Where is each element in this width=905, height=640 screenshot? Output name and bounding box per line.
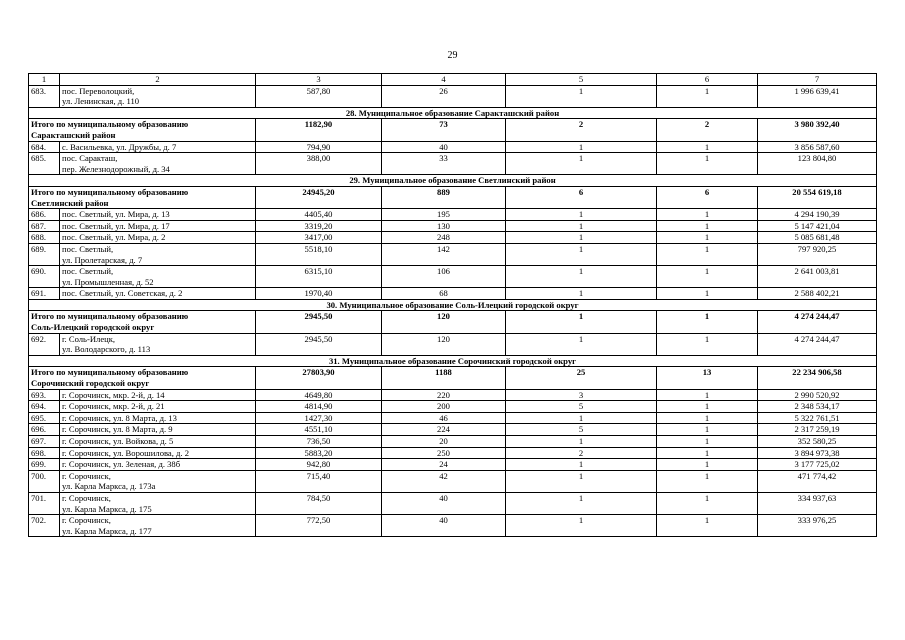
row-sum: 5 147 421,04 <box>758 220 877 232</box>
row-address <box>60 243 256 265</box>
row-area: 5883,20 <box>256 447 382 459</box>
row-address <box>60 220 256 232</box>
row-col6: 1 <box>657 436 758 448</box>
table-row <box>29 153 877 175</box>
address-line1: с. Васильевка, ул. Дружбы, д. 7 <box>62 141 177 152</box>
address-line1: г. Сорочинск, ул. Ворошилова, д. 2 <box>62 447 190 458</box>
table-row <box>29 266 877 288</box>
row-col5: 5 <box>506 424 657 436</box>
row-number: 697. <box>29 436 60 448</box>
table-row <box>29 220 877 232</box>
total-area: 2945,50 <box>256 311 382 333</box>
row-sum: 4 294 190,39 <box>758 209 877 221</box>
row-sum: 123 804,80 <box>758 153 877 175</box>
row-col4: 68 <box>382 288 506 300</box>
row-address <box>60 436 256 448</box>
row-address <box>60 459 256 471</box>
address-line1: г. Сорочинск, <box>62 515 111 526</box>
row-col6: 1 <box>657 220 758 232</box>
total-col5: 6 <box>506 186 657 208</box>
row-sum: 2 641 003,81 <box>758 266 877 288</box>
total-col6: 2 <box>657 119 758 141</box>
total-label-line2: Саракташский район <box>31 129 116 140</box>
address-line1: пос. Саракташ, <box>62 153 118 164</box>
address-line2: ул. Промышленная, д. 52 <box>62 276 154 287</box>
row-address <box>60 232 256 244</box>
row-address <box>60 401 256 413</box>
row-col5: 1 <box>506 492 657 514</box>
total-label-line1: Итого по муниципальному образованию <box>31 186 189 197</box>
total-col4: 73 <box>382 119 506 141</box>
total-col6: 13 <box>657 367 758 389</box>
total-label-line2: Сорочинский городской округ <box>31 378 150 389</box>
row-area: 736,50 <box>256 436 382 448</box>
table-row <box>29 288 877 300</box>
row-number: 683. <box>29 85 60 107</box>
row-area: 5518,10 <box>256 243 382 265</box>
row-col4: 40 <box>382 492 506 514</box>
total-label-line1: Итого по муниципальному образованию <box>31 119 189 130</box>
total-sum: 20 554 619,18 <box>758 186 877 208</box>
col-header-7: 7 <box>758 74 877 86</box>
register-table <box>28 73 877 537</box>
row-address <box>60 515 256 537</box>
row-col6: 1 <box>657 153 758 175</box>
section-title: 30. Муниципальное образование Соль-Илецкий городской округ <box>29 299 877 311</box>
section-title: 28. Муниципальное образование Саракташский район <box>29 107 877 119</box>
row-col5: 5 <box>506 401 657 413</box>
total-col5: 1 <box>506 311 657 333</box>
row-col5: 2 <box>506 447 657 459</box>
row-col6: 1 <box>657 209 758 221</box>
total-col4: 889 <box>382 186 506 208</box>
table-row <box>29 424 877 436</box>
row-sum: 1 996 639,41 <box>758 85 877 107</box>
address-line1: г. Сорочинск, ул. 8 Марта, д. 9 <box>62 424 173 435</box>
row-number: 685. <box>29 153 60 175</box>
table-row <box>29 447 877 459</box>
row-col6: 1 <box>657 389 758 401</box>
row-col5: 1 <box>506 85 657 107</box>
total-sum: 4 274 244,47 <box>758 311 877 333</box>
row-area: 4649,80 <box>256 389 382 401</box>
row-col5: 1 <box>506 470 657 492</box>
total-label <box>29 186 256 208</box>
row-number: 684. <box>29 141 60 153</box>
row-address <box>60 333 256 355</box>
row-sum: 5 322 761,51 <box>758 412 877 424</box>
row-area: 3319,20 <box>256 220 382 232</box>
total-label <box>29 367 256 389</box>
total-area: 24945,20 <box>256 186 382 208</box>
row-area: 3417,00 <box>256 232 382 244</box>
row-address <box>60 424 256 436</box>
row-area: 1427,30 <box>256 412 382 424</box>
total-label-line1: Итого по муниципальному образованию <box>31 311 189 322</box>
section-header-row <box>29 299 877 311</box>
page-number: 29 <box>447 50 458 61</box>
row-address <box>60 266 256 288</box>
row-sum: 334 937,63 <box>758 492 877 514</box>
row-area: 4405,40 <box>256 209 382 221</box>
row-number: 694. <box>29 401 60 413</box>
address-line1: г. Сорочинск, ул. 8 Марта, д. 13 <box>62 412 177 423</box>
row-col6: 1 <box>657 266 758 288</box>
address-line1: пос. Светлый, <box>62 243 114 254</box>
total-label <box>29 119 256 141</box>
row-number: 688. <box>29 232 60 244</box>
row-col5: 1 <box>506 412 657 424</box>
row-sum: 5 085 681,48 <box>758 232 877 244</box>
address-line1: пос. Светлый, ул. Мира, д. 2 <box>62 232 166 243</box>
address-line1: пос. Светлый, ул. Мира, д. 17 <box>62 220 170 231</box>
row-number: 690. <box>29 266 60 288</box>
address-line1: пос. Светлый, ул. Советская, д. 2 <box>62 288 183 299</box>
row-number: 701. <box>29 492 60 514</box>
total-sum: 3 980 392,40 <box>758 119 877 141</box>
row-col5: 1 <box>506 153 657 175</box>
address-line1: г. Сорочинск, ул. Войкова, д. 5 <box>62 436 174 446</box>
row-col4: 130 <box>382 220 506 232</box>
row-col6: 1 <box>657 515 758 537</box>
row-number: 687. <box>29 220 60 232</box>
col-header-4: 4 <box>382 74 506 86</box>
address-line1: пос. Светлый, ул. Мира, д. 13 <box>62 209 170 220</box>
row-col6: 1 <box>657 447 758 459</box>
table-row <box>29 515 877 537</box>
total-label-line2: Светлинский район <box>31 197 109 208</box>
row-col4: 248 <box>382 232 506 244</box>
row-col4: 42 <box>382 470 506 492</box>
table-row <box>29 243 877 265</box>
row-number: 686. <box>29 209 60 221</box>
row-area: 6315,10 <box>256 266 382 288</box>
total-col4: 1188 <box>382 367 506 389</box>
row-address <box>60 141 256 153</box>
table-row <box>29 492 877 514</box>
row-col5: 3 <box>506 389 657 401</box>
row-col4: 250 <box>382 447 506 459</box>
row-col5: 1 <box>506 333 657 355</box>
row-col4: 200 <box>382 401 506 413</box>
row-sum: 333 976,25 <box>758 515 877 537</box>
total-label-line2: Соль-Илецкий городской округ <box>31 322 155 333</box>
row-col6: 1 <box>657 141 758 153</box>
row-col4: 26 <box>382 85 506 107</box>
row-col6: 1 <box>657 424 758 436</box>
col-header-3: 3 <box>256 74 382 86</box>
row-number: 689. <box>29 243 60 265</box>
row-address <box>60 209 256 221</box>
row-col6: 1 <box>657 85 758 107</box>
row-col6: 1 <box>657 243 758 265</box>
table-row <box>29 436 877 448</box>
address-line1: г. Сорочинск, ул. Зеленая, д. 38б <box>62 459 181 470</box>
total-col5: 25 <box>506 367 657 389</box>
total-row <box>29 311 877 333</box>
table-row <box>29 412 877 424</box>
row-address <box>60 447 256 459</box>
row-col4: 220 <box>382 389 506 401</box>
address-line1: г. Сорочинск, мкр. 2-й, д. 14 <box>62 389 165 400</box>
row-col4: 24 <box>382 459 506 471</box>
section-header-row <box>29 175 877 187</box>
row-area: 388,00 <box>256 153 382 175</box>
address-line1: г. Сорочинск, мкр. 2-й, д. 21 <box>62 401 165 412</box>
table-row <box>29 470 877 492</box>
row-col5: 1 <box>506 141 657 153</box>
row-col6: 1 <box>657 401 758 413</box>
row-area: 715,40 <box>256 470 382 492</box>
address-line1: г. Сорочинск, <box>62 492 111 503</box>
row-area: 4551,10 <box>256 424 382 436</box>
row-col6: 1 <box>657 333 758 355</box>
total-col6: 1 <box>657 311 758 333</box>
row-number: 700. <box>29 470 60 492</box>
row-sum: 2 990 520,92 <box>758 389 877 401</box>
section-title: 29. Муниципальное образование Светлинский район <box>29 175 877 187</box>
address-line2: ул. Володарского, д. 113 <box>62 344 151 355</box>
section-header-row <box>29 107 877 119</box>
row-col5: 1 <box>506 459 657 471</box>
row-col5: 1 <box>506 288 657 300</box>
row-number: 692. <box>29 333 60 355</box>
address-line2: ул. Карла Маркса, д. 175 <box>62 503 152 514</box>
row-area: 794,90 <box>256 141 382 153</box>
row-col4: 142 <box>382 243 506 265</box>
row-col6: 1 <box>657 288 758 300</box>
total-row <box>29 186 877 208</box>
row-col4: 46 <box>382 412 506 424</box>
row-col5: 1 <box>506 243 657 265</box>
row-address <box>60 389 256 401</box>
column-number-row <box>29 74 877 86</box>
row-address <box>60 288 256 300</box>
total-area: 27803,90 <box>256 367 382 389</box>
row-col4: 33 <box>382 153 506 175</box>
row-sum: 2 348 534,17 <box>758 401 877 413</box>
total-row <box>29 119 877 141</box>
address-line2: пер. Железнодорожный, д. 34 <box>62 163 170 174</box>
col-header-6: 6 <box>657 74 758 86</box>
row-number: 696. <box>29 424 60 436</box>
row-col5: 1 <box>506 515 657 537</box>
table-row <box>29 333 877 355</box>
table-row <box>29 459 877 471</box>
row-area: 942,80 <box>256 459 382 471</box>
address-line1: г. Соль-Илецк, <box>62 333 116 344</box>
total-col5: 2 <box>506 119 657 141</box>
row-col5: 1 <box>506 436 657 448</box>
total-label-line1: Итого по муниципальному образованию <box>31 367 189 378</box>
address-line1: пос. Переволоцкий, <box>62 85 135 96</box>
row-area: 4814,90 <box>256 401 382 413</box>
col-header-1: 1 <box>29 74 60 86</box>
total-sum: 22 234 906,58 <box>758 367 877 389</box>
table-row <box>29 389 877 401</box>
row-col5: 1 <box>506 209 657 221</box>
row-sum: 3 894 973,38 <box>758 447 877 459</box>
row-col4: 20 <box>382 436 506 448</box>
register-table-body <box>29 74 877 537</box>
row-address <box>60 492 256 514</box>
row-area: 784,50 <box>256 492 382 514</box>
row-col4: 195 <box>382 209 506 221</box>
section-header-row <box>29 355 877 367</box>
row-col5: 1 <box>506 220 657 232</box>
row-col4: 40 <box>382 141 506 153</box>
row-col6: 1 <box>657 470 758 492</box>
total-area: 1182,90 <box>256 119 382 141</box>
address-line1: г. Сорочинск, <box>62 470 111 481</box>
row-sum: 797 920,25 <box>758 243 877 265</box>
row-sum: 3 856 587,60 <box>758 141 877 153</box>
row-sum: 2 588 402,21 <box>758 288 877 300</box>
row-number: 695. <box>29 412 60 424</box>
row-area: 2945,50 <box>256 333 382 355</box>
row-sum: 352 580,25 <box>758 436 877 448</box>
row-col4: 120 <box>382 333 506 355</box>
total-col4: 120 <box>382 311 506 333</box>
table-row <box>29 141 877 153</box>
total-label <box>29 311 256 333</box>
section-title: 31. Муниципальное образование Сорочинский городской округ <box>29 355 877 367</box>
row-sum: 471 774,42 <box>758 470 877 492</box>
row-number: 702. <box>29 515 60 537</box>
row-number: 698. <box>29 447 60 459</box>
col-header-5: 5 <box>506 74 657 86</box>
row-area: 772,50 <box>256 515 382 537</box>
row-number: 693. <box>29 389 60 401</box>
address-line2: ул. Карла Маркса, д. 177 <box>62 525 152 536</box>
address-line2: ул. Ленинская, д. 110 <box>62 96 140 107</box>
col-header-2: 2 <box>60 74 256 86</box>
address-line1: пос. Светлый, <box>62 266 114 277</box>
row-col6: 1 <box>657 492 758 514</box>
row-col4: 224 <box>382 424 506 436</box>
address-line2: ул. Карла Маркса, д. 173а <box>62 481 156 492</box>
row-address <box>60 470 256 492</box>
row-col4: 40 <box>382 515 506 537</box>
row-sum: 4 274 244,47 <box>758 333 877 355</box>
row-number: 699. <box>29 459 60 471</box>
row-col4: 106 <box>382 266 506 288</box>
total-col6: 6 <box>657 186 758 208</box>
address-line2: ул. Пролетарская, д. 7 <box>62 254 143 265</box>
row-col6: 1 <box>657 232 758 244</box>
row-address <box>60 153 256 175</box>
row-area: 587,80 <box>256 85 382 107</box>
row-area: 1970,40 <box>256 288 382 300</box>
row-col5: 1 <box>506 266 657 288</box>
row-col6: 1 <box>657 459 758 471</box>
row-address <box>60 412 256 424</box>
row-number: 691. <box>29 288 60 300</box>
row-sum: 2 317 259,19 <box>758 424 877 436</box>
total-row <box>29 367 877 389</box>
table-row <box>29 232 877 244</box>
row-sum: 3 177 725,02 <box>758 459 877 471</box>
table-row <box>29 401 877 413</box>
table-row <box>29 85 877 107</box>
row-address <box>60 85 256 107</box>
row-col5: 1 <box>506 232 657 244</box>
row-col6: 1 <box>657 412 758 424</box>
table-row <box>29 209 877 221</box>
